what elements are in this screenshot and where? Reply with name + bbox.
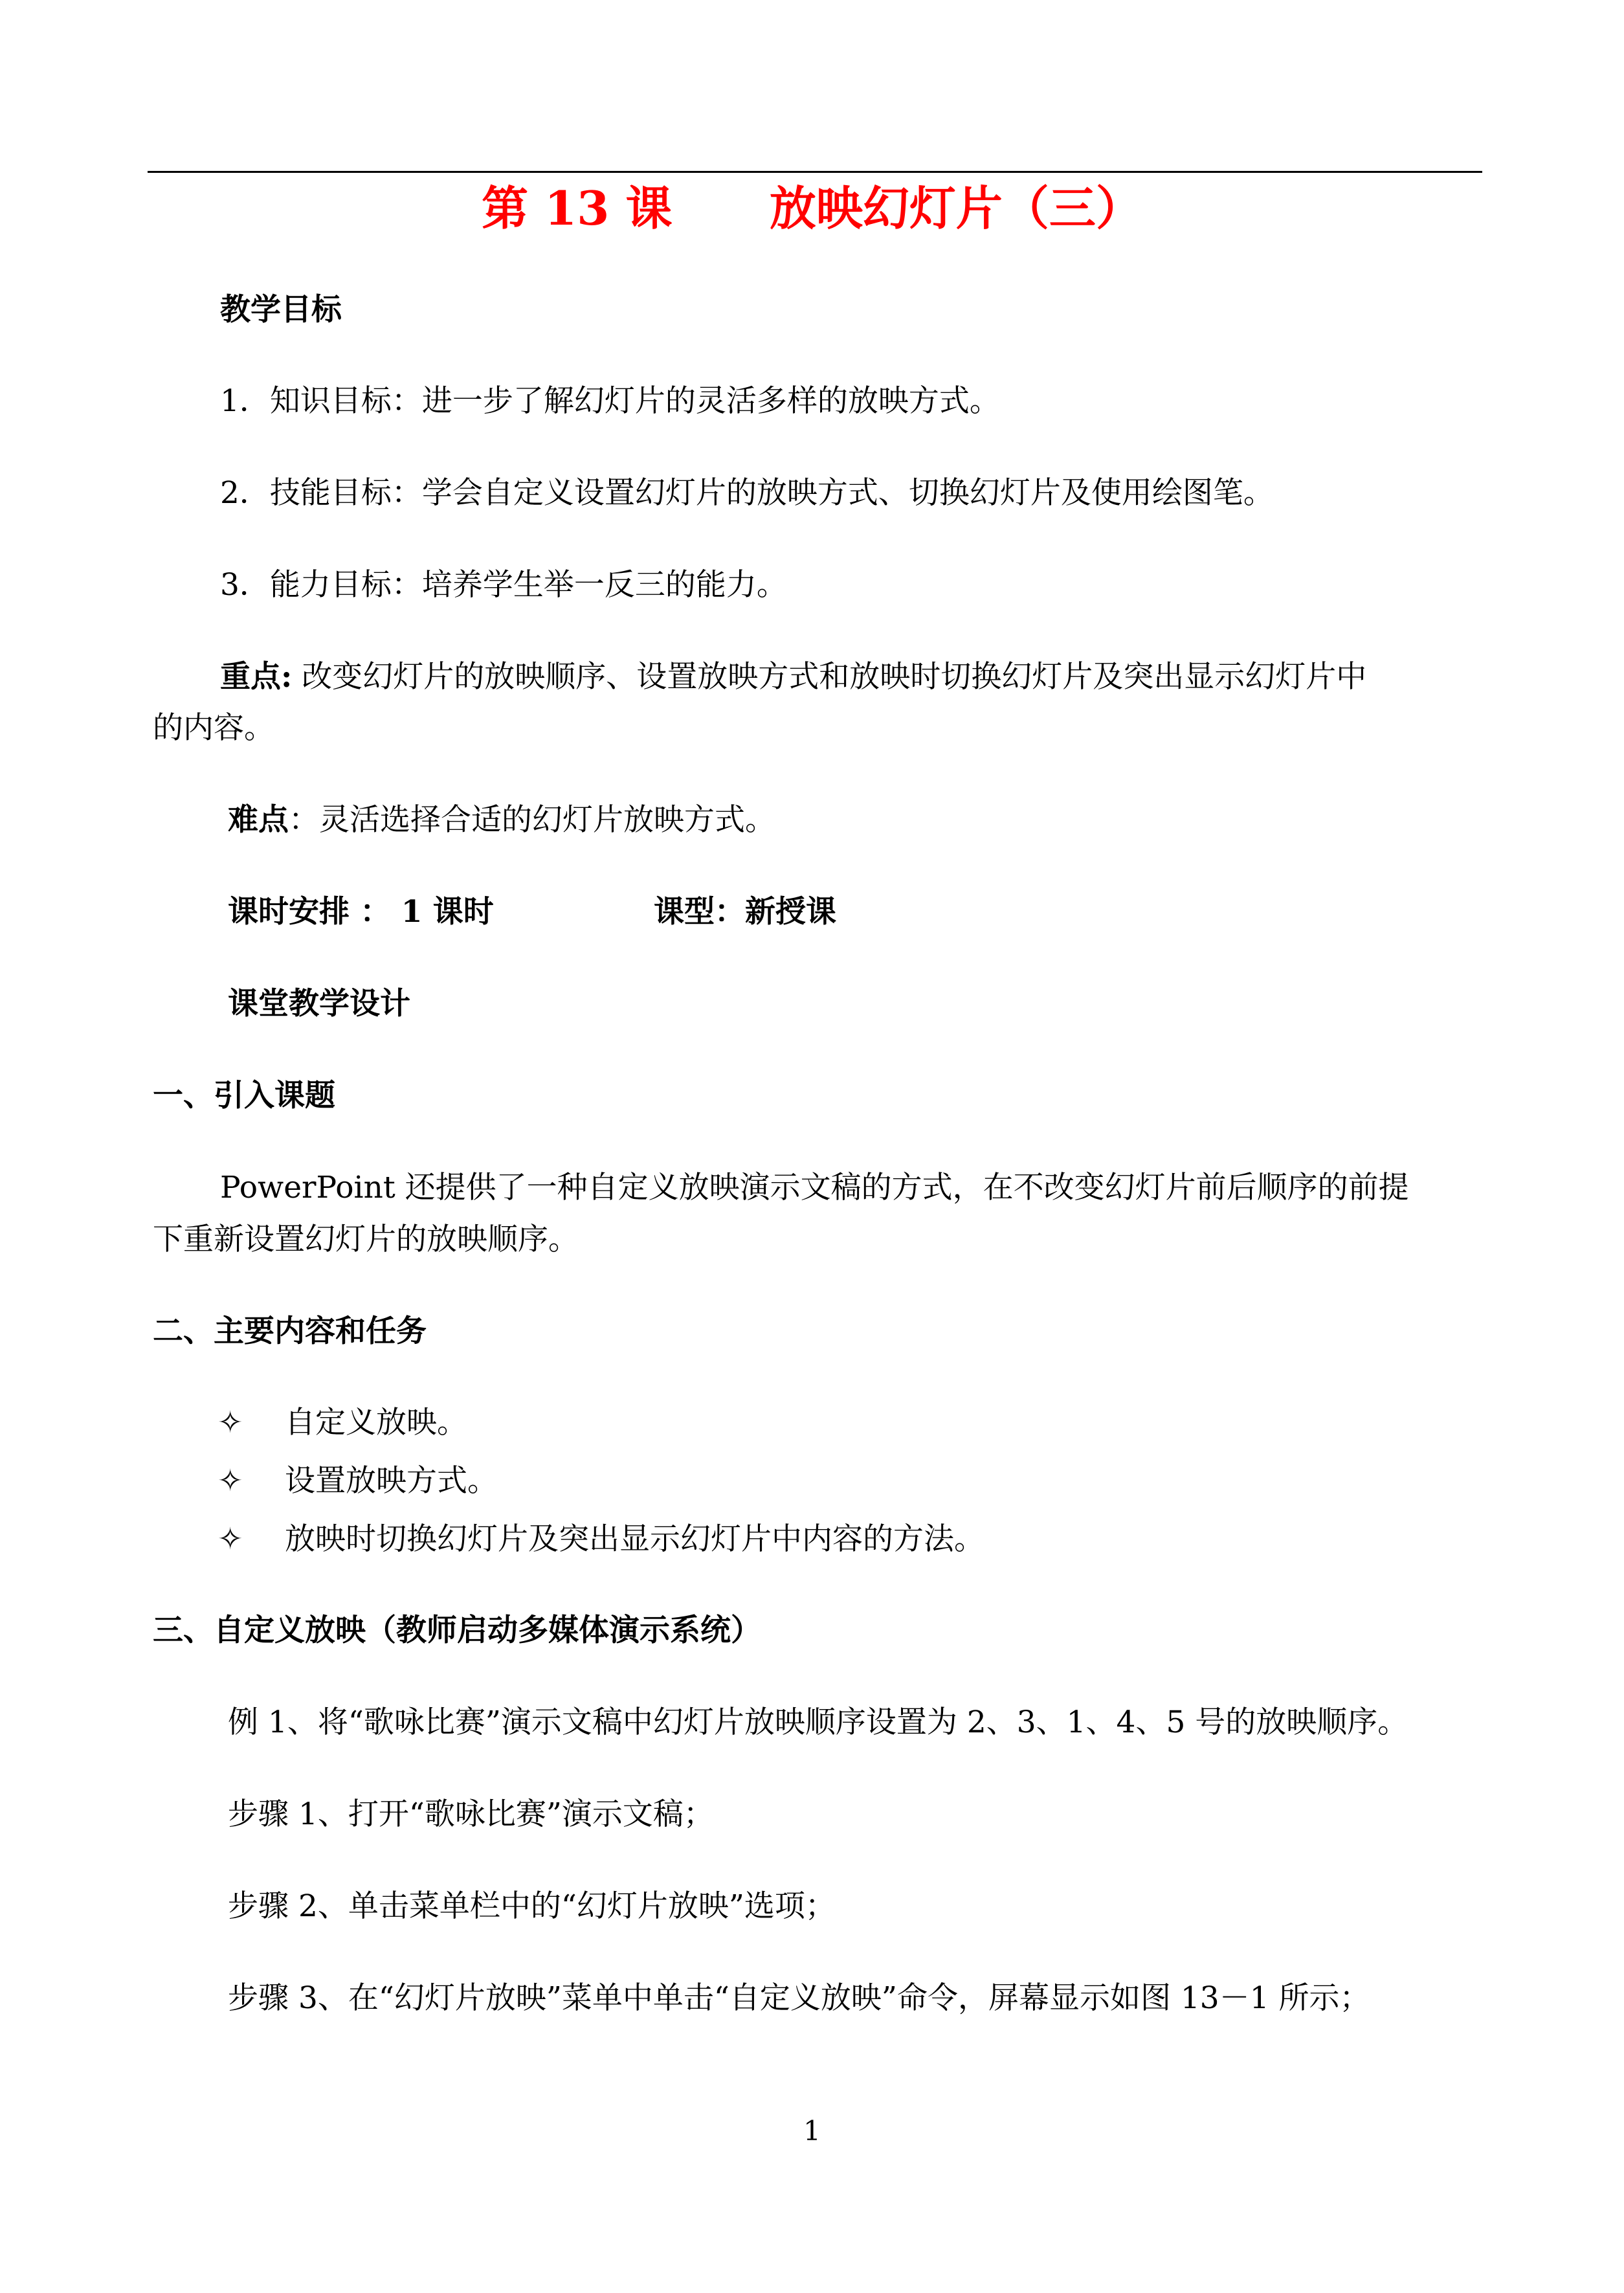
star-bullet-icon: ✧ [217, 1463, 243, 1499]
star-bullet-icon: ✧ [217, 1405, 243, 1440]
lesson-title [0, 170, 1624, 247]
section-1-text-continuation: 下重新设置幻灯片的放映顺序。 [153, 1222, 579, 1257]
section-3-heading: 三、自定义放映（教师启动多媒体演示系统） [153, 1613, 761, 1648]
bullet-text: 自定义放映。 [285, 1405, 467, 1440]
key-point-label: 重点: [220, 659, 293, 695]
key-point-text: 改变幻灯片的放映顺序、设置放映方式和放映时切换幻灯片及突出显示幻灯片中 [292, 659, 1367, 695]
example-1: 例 1、将“歌咏比赛”演示文稿中幻灯片放映顺序设置为 2、3、1、4、5 号的放映顺序。 [228, 1705, 1408, 1740]
star-bullet-icon: ✧ [217, 1521, 243, 1557]
step-2: 步骤 2、单击菜单栏中的“幻灯片放映”选项； [228, 1888, 836, 1924]
design-heading: 课堂教学设计 [228, 986, 410, 1022]
goal-ability: 3．能力目标：培养学生举一反三的能力。 [220, 567, 787, 603]
section-2-heading: 二、主要内容和任务 [153, 1314, 427, 1349]
teaching-goals-heading: 教学目标 [220, 292, 342, 328]
section-1-text: PowerPoint 还提供了一种自定义放映演示文稿的方式，在不改变幻灯片前后顺序的前提 [220, 1170, 1409, 1205]
class-type: 课型：新授课 [654, 894, 836, 930]
goal-knowledge: 1．知识目标：进一步了解幻灯片的灵活多样的放映方式。 [220, 383, 1000, 419]
step-1: 步骤 1、打开“歌咏比赛”演示文稿； [228, 1796, 714, 1832]
difficulty-label: 难点 [228, 802, 289, 838]
key-point-continuation: 的内容。 [153, 710, 274, 746]
bullet-text: 设置放映方式。 [285, 1463, 498, 1499]
bullet-text: 放映时切换幻灯片及突出显示幻灯片中内容的方法。 [285, 1521, 984, 1557]
difficulty [228, 798, 775, 843]
difficulty-text: ：灵活选择合适的幻灯片放映方式。 [289, 802, 775, 838]
page-number: 1 [803, 2115, 821, 2147]
step-3: 步骤 3、在“幻灯片放映”菜单中单击“自定义放映”命令，屏幕显示如图 13－1 所示； [228, 1980, 1370, 2016]
key-point [220, 654, 1366, 700]
section-1-heading: 一、引入课题 [153, 1078, 335, 1113]
goal-skill: 2．技能目标：学会自定义设置幻灯片的放映方式、切换幻灯片及使用绘图笔。 [220, 475, 1274, 511]
lesson-topic: 放映幻灯片（三） [769, 181, 1142, 236]
lesson-number: 第 13 课 [482, 181, 673, 236]
class-hours: 课时安排 ： 1 课时 [228, 894, 494, 930]
